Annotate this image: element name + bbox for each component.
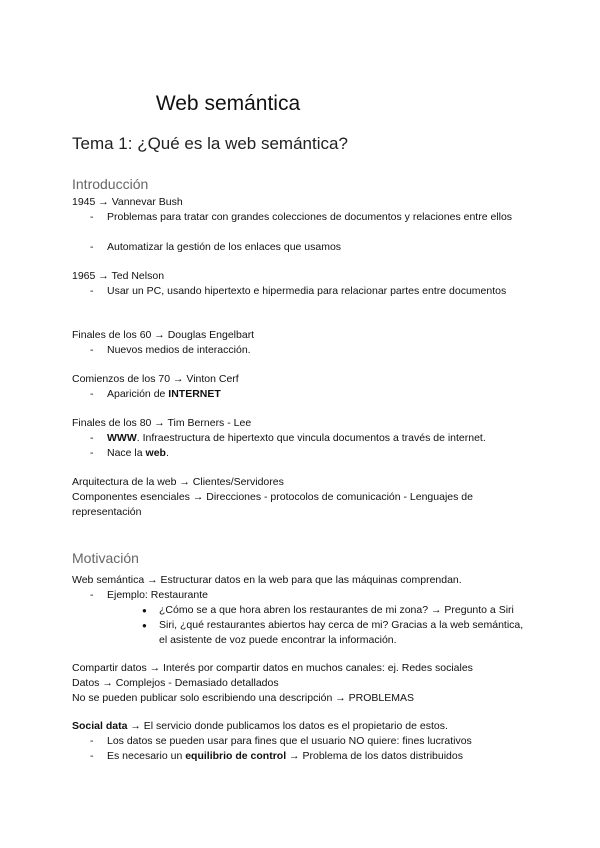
list-item: Nuevos medios de interacción. [107, 344, 251, 356]
motivation-line-2: Compartir datos → Interés por compartir datos en muchos canales: ej. Redes sociales [72, 662, 473, 674]
entry-60s: Finales de los 60 → Douglas Engelbart [72, 329, 255, 341]
dash-marker: - [90, 344, 94, 356]
entry-80s: Finales de los 80 → Tim Berners - Lee [72, 417, 252, 429]
entry-1945: 1945 → Vannevar Bush [72, 196, 183, 208]
text: . [165, 447, 169, 459]
list-item [107, 446, 527, 461]
entry-70s: Comienzos de los 70 → Vinton Cerf [72, 373, 239, 385]
bold-text: Social data [72, 720, 128, 732]
dash-marker: - [90, 750, 94, 762]
components-line: Componentes esenciales → Direcciones - protocolos de comunicación - Lenguajes de representación [72, 491, 473, 518]
list-item: Ejemplo: Restaurante [107, 589, 208, 601]
architecture-line: Arquitectura de la web → Clientes/Servidores [72, 476, 284, 488]
entry-1965: 1965 → Ted Nelson [72, 270, 165, 282]
dash-marker: - [90, 241, 94, 253]
bold-text: WWW [107, 432, 137, 444]
motivation-line-4: No se pueden publicar solo escribiendo una descripción → PROBLEMAS [72, 692, 415, 704]
list-item: Los datos se pueden usar para fines que el usuario NO quiere: fines lucrativos [107, 735, 472, 747]
dash-marker: - [90, 211, 94, 223]
bold-text: equilibrio de control [185, 750, 287, 762]
topic-heading: Tema 1: ¿Qué es la web semántica? [72, 134, 348, 153]
list-item: ¿Cómo se a que hora abren los restaurantes de mi zona? → Pregunto a Siri [159, 604, 514, 616]
dash-marker: - [90, 432, 94, 444]
document-title: Web semántica [155, 92, 301, 115]
text: Es necesario un [107, 750, 186, 762]
section-heading-intro: Introducción [72, 176, 149, 192]
dash-marker: - [90, 285, 94, 297]
text: . Infraestructura de hipertexto que vincula documentos a través de internet. [136, 432, 486, 444]
text: Nace la [107, 447, 146, 459]
list-item [107, 431, 527, 446]
list-item: Usar un PC, usando hipertexto e hipermedia para relacionar partes entre documentos [107, 285, 507, 297]
list-item: Automatizar la gestión de los enlaces que usamos [107, 241, 342, 253]
motivation-line-3: Datos → Complejos - Demasiado detallados [72, 677, 279, 689]
text: → El servicio donde publicamos los datos es el propietario de estos. [127, 720, 448, 732]
list-item: Siri, ¿qué restaurantes abiertos hay cerca de mi? Gracias a la web semántica, el asistente de voz puede encontrar la información. [159, 619, 524, 646]
bold-text: INTERNET [168, 388, 221, 400]
bullet-marker: ● [142, 606, 147, 615]
dash-marker: - [90, 388, 94, 400]
bold-text: web [145, 447, 166, 459]
motivation-line-1: Web semántica → Estructurar datos en la web para que las máquinas comprendan. [72, 574, 462, 586]
text: Aparición de [107, 388, 169, 400]
dash-marker: - [90, 735, 94, 747]
social-data-line [72, 719, 448, 734]
dash-marker: - [90, 589, 94, 601]
list-item [107, 387, 527, 402]
bullet-marker: ● [142, 621, 147, 630]
list-item [107, 749, 527, 764]
list-item: Problemas para tratar con grandes colecciones de documentos y relaciones entre ellos [107, 211, 513, 223]
text: → Problema de los datos distribuidos [286, 750, 463, 762]
dash-marker: - [90, 447, 94, 459]
section-heading-motivation: Motivación [72, 550, 139, 566]
